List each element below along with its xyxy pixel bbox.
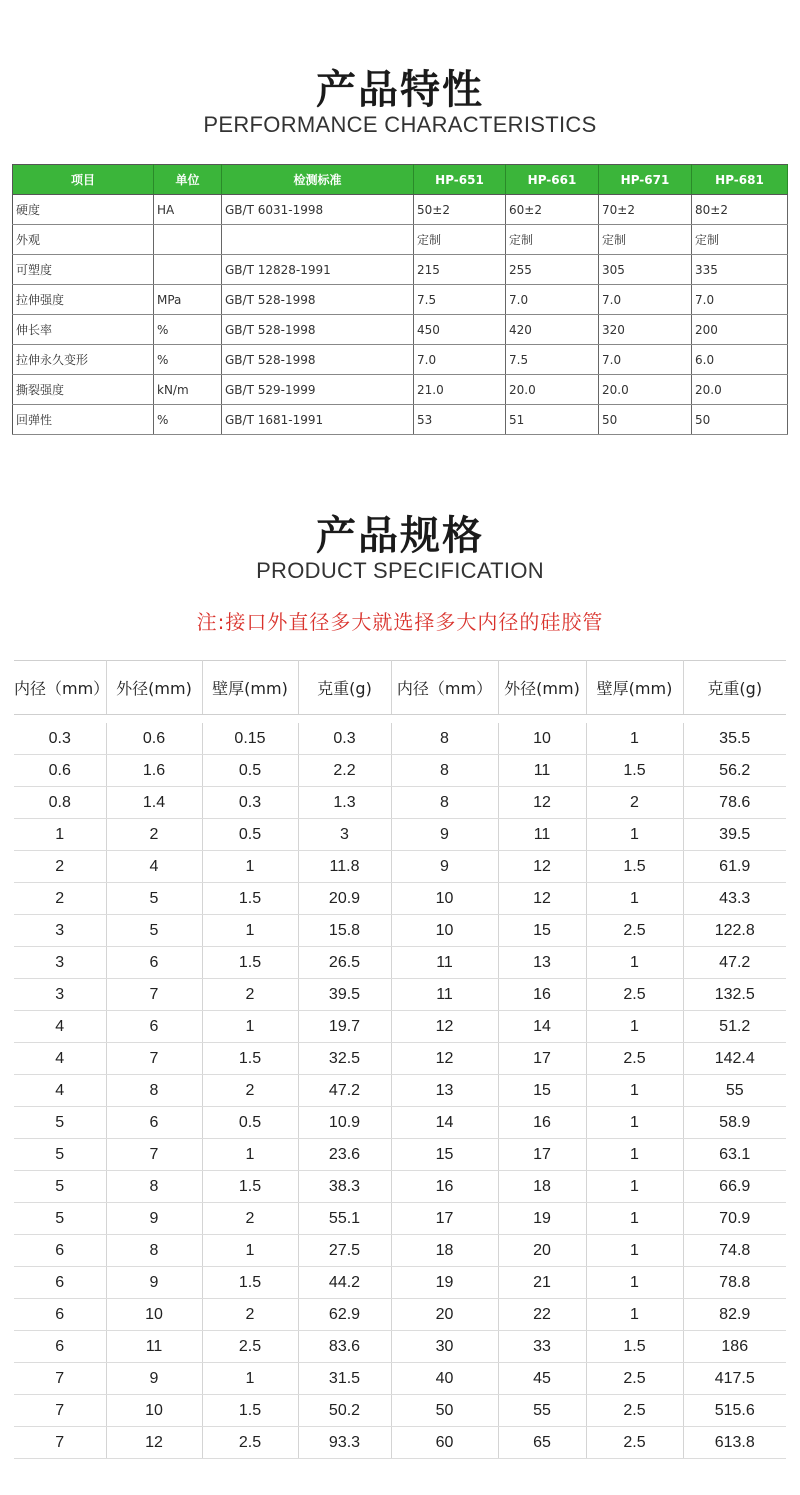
specification-cell: 55 (498, 1395, 586, 1427)
specification-cell: 60 (391, 1427, 498, 1459)
specification-cell: 11 (391, 947, 498, 979)
specification-cell: 2.2 (298, 755, 391, 787)
performance-cell: 7.0 (414, 345, 506, 375)
specification-cell: 2.5 (586, 1395, 683, 1427)
specification-cell: 21 (498, 1267, 586, 1299)
specification-cell: 15 (391, 1139, 498, 1171)
performance-header-cell: HP-651 (414, 165, 506, 195)
specification-cell: 63.1 (683, 1139, 786, 1171)
performance-cell: kN/m (154, 375, 222, 405)
specification-row (14, 915, 786, 947)
specification-cell: 0.5 (202, 755, 298, 787)
specification-cell: 16 (391, 1171, 498, 1203)
specification-cell: 6 (14, 1235, 106, 1267)
performance-cell: 80±2 (692, 195, 788, 225)
specification-cell: 39.5 (298, 979, 391, 1011)
specification-cell: 0.3 (298, 723, 391, 755)
performance-cell: 拉伸永久变形 (13, 345, 154, 375)
specification-cell: 12 (391, 1043, 498, 1075)
performance-cell: 伸长率 (13, 315, 154, 345)
performance-cell: 420 (506, 315, 599, 345)
specification-spacer-row (14, 715, 786, 724)
performance-cell: HA (154, 195, 222, 225)
specification-cell: 1 (14, 819, 106, 851)
specification-row (14, 755, 786, 787)
specification-cell: 47.2 (298, 1075, 391, 1107)
specification-header-cell: 壁厚(mm) (202, 661, 298, 715)
performance-cell: % (154, 345, 222, 375)
specification-cell: 58.9 (683, 1107, 786, 1139)
specification-cell: 0.15 (202, 723, 298, 755)
performance-cell: 60±2 (506, 195, 599, 225)
specification-cell: 2 (202, 1299, 298, 1331)
performance-cell: 7.0 (506, 285, 599, 315)
performance-cell: 20.0 (692, 375, 788, 405)
performance-row (13, 225, 788, 255)
performance-cell: 305 (599, 255, 692, 285)
specification-row (14, 1107, 786, 1139)
specification-cell: 61.9 (683, 851, 786, 883)
performance-cell: 215 (414, 255, 506, 285)
performance-row (13, 405, 788, 435)
specification-cell: 8 (106, 1235, 202, 1267)
performance-cell: 51 (506, 405, 599, 435)
specification-cell: 8 (391, 723, 498, 755)
performance-cell: 21.0 (414, 375, 506, 405)
specification-cell: 65 (498, 1427, 586, 1459)
specification-cell: 20.9 (298, 883, 391, 915)
specification-cell: 5 (106, 883, 202, 915)
specification-cell: 12 (498, 851, 586, 883)
specification-cell: 2.5 (586, 1427, 683, 1459)
specification-cell: 1.5 (202, 1043, 298, 1075)
specification-cell: 1 (202, 1235, 298, 1267)
performance-cell: 335 (692, 255, 788, 285)
specification-cell: 7 (106, 1043, 202, 1075)
specification-cell: 2 (586, 787, 683, 819)
specification-spacer-cell (14, 715, 786, 724)
specification-cell: 1 (586, 1235, 683, 1267)
performance-cell: 20.0 (599, 375, 692, 405)
specification-cell: 9 (391, 851, 498, 883)
performance-cell: 定制 (692, 225, 788, 255)
specification-header-cell: 克重(g) (683, 661, 786, 715)
performance-subtitle: PERFORMANCE CHARACTERISTICS (203, 112, 597, 137)
performance-cell: 可塑度 (13, 255, 154, 285)
specification-cell: 7 (14, 1427, 106, 1459)
specification-cell: 11 (498, 755, 586, 787)
specification-cell: 1.5 (586, 851, 683, 883)
performance-cell: 255 (506, 255, 599, 285)
specification-cell: 1.5 (586, 755, 683, 787)
specification-cell: 6 (14, 1267, 106, 1299)
performance-table (12, 164, 788, 435)
specification-cell: 186 (683, 1331, 786, 1363)
specification-cell: 5 (106, 915, 202, 947)
performance-cell: 200 (692, 315, 788, 345)
performance-cell: GB/T 6031-1998 (222, 195, 414, 225)
specification-header-cell: 内径（mm） (14, 661, 106, 715)
specification-cell: 1.5 (202, 1395, 298, 1427)
specification-cell: 50 (391, 1395, 498, 1427)
specification-cell: 32.5 (298, 1043, 391, 1075)
specification-header-cell: 外径(mm) (106, 661, 202, 715)
specification-cell: 30 (391, 1331, 498, 1363)
performance-cell: 20.0 (506, 375, 599, 405)
specification-cell: 93.3 (298, 1427, 391, 1459)
specification-row (14, 1331, 786, 1363)
specification-cell: 1.5 (586, 1331, 683, 1363)
specification-row (14, 1043, 786, 1075)
performance-header-row (13, 165, 788, 195)
specification-cell: 0.6 (106, 723, 202, 755)
specification-cell: 18 (391, 1235, 498, 1267)
specification-cell: 3 (14, 947, 106, 979)
specification-cell: 47.2 (683, 947, 786, 979)
specification-cell: 20 (498, 1235, 586, 1267)
specification-cell: 22 (498, 1299, 586, 1331)
specification-cell: 35.5 (683, 723, 786, 755)
specification-cell: 74.8 (683, 1235, 786, 1267)
specification-cell: 2.5 (586, 979, 683, 1011)
specification-cell: 56.2 (683, 755, 786, 787)
performance-cell: 50 (692, 405, 788, 435)
performance-cell: 回弹性 (13, 405, 154, 435)
specification-cell: 2 (202, 1075, 298, 1107)
specification-cell: 4 (106, 851, 202, 883)
specification-cell: 6 (106, 1107, 202, 1139)
specification-cell: 31.5 (298, 1363, 391, 1395)
specification-cell: 0.3 (202, 787, 298, 819)
specification-table (14, 660, 786, 1459)
performance-cell: GB/T 528-1998 (222, 315, 414, 345)
specification-cell: 10.9 (298, 1107, 391, 1139)
performance-cell: MPa (154, 285, 222, 315)
specification-cell: 40 (391, 1363, 498, 1395)
specification-cell: 1.5 (202, 883, 298, 915)
specification-cell: 8 (391, 755, 498, 787)
specification-header-cell: 外径(mm) (498, 661, 586, 715)
specification-cell: 4 (14, 1075, 106, 1107)
specification-cell: 44.2 (298, 1267, 391, 1299)
performance-cell: 320 (599, 315, 692, 345)
specification-cell: 26.5 (298, 947, 391, 979)
specification-cell: 6 (106, 947, 202, 979)
specification-cell: 2.5 (586, 1363, 683, 1395)
specification-cell: 2.5 (586, 1043, 683, 1075)
specification-cell: 1 (586, 1203, 683, 1235)
specification-cell: 38.3 (298, 1171, 391, 1203)
performance-cell: 定制 (599, 225, 692, 255)
specification-cell: 2.5 (586, 915, 683, 947)
specification-cell: 7 (106, 1139, 202, 1171)
specification-row (14, 979, 786, 1011)
specification-row (14, 723, 786, 755)
specification-row (14, 1267, 786, 1299)
specification-cell: 1.6 (106, 755, 202, 787)
specification-cell: 82.9 (683, 1299, 786, 1331)
specification-cell: 1 (586, 723, 683, 755)
specification-cell: 5 (14, 1203, 106, 1235)
specification-cell: 2 (202, 979, 298, 1011)
specification-cell: 17 (498, 1139, 586, 1171)
specification-cell: 1 (202, 1363, 298, 1395)
specification-cell: 3 (14, 915, 106, 947)
specification-cell: 0.5 (202, 819, 298, 851)
performance-cell: 7.0 (599, 285, 692, 315)
performance-cell: 7.5 (414, 285, 506, 315)
specification-cell: 9 (391, 819, 498, 851)
specification-cell: 2 (14, 851, 106, 883)
performance-cell (222, 225, 414, 255)
specification-cell: 19.7 (298, 1011, 391, 1043)
performance-header-cell: 项目 (13, 165, 154, 195)
specification-header-cell: 壁厚(mm) (586, 661, 683, 715)
performance-cell: 53 (414, 405, 506, 435)
specification-cell: 0.6 (14, 755, 106, 787)
performance-title: 产品特性 (316, 67, 484, 113)
specification-cell: 11 (498, 819, 586, 851)
specification-cell: 1.3 (298, 787, 391, 819)
performance-cell: 50 (599, 405, 692, 435)
specification-cell: 5 (14, 1139, 106, 1171)
specification-title: 产品规格 (316, 513, 484, 559)
performance-cell: % (154, 405, 222, 435)
specification-cell: 13 (391, 1075, 498, 1107)
performance-cell: 外观 (13, 225, 154, 255)
specification-cell: 18 (498, 1171, 586, 1203)
specification-row (14, 1427, 786, 1459)
specification-cell: 1 (586, 1171, 683, 1203)
specification-cell: 1.5 (202, 947, 298, 979)
specification-cell: 2 (202, 1203, 298, 1235)
specification-cell: 14 (391, 1107, 498, 1139)
specification-cell: 2 (14, 883, 106, 915)
specification-cell: 0.8 (14, 787, 106, 819)
specification-row (14, 1075, 786, 1107)
specification-cell: 62.9 (298, 1299, 391, 1331)
specification-cell: 10 (391, 883, 498, 915)
performance-cell: GB/T 1681-1991 (222, 405, 414, 435)
specification-cell: 4 (14, 1043, 106, 1075)
specification-cell: 2.5 (202, 1427, 298, 1459)
performance-cell: GB/T 529-1999 (222, 375, 414, 405)
specification-cell: 1 (586, 1011, 683, 1043)
performance-row (13, 255, 788, 285)
specification-cell: 15 (498, 915, 586, 947)
specification-cell: 12 (106, 1427, 202, 1459)
specification-cell: 1 (586, 1139, 683, 1171)
specification-cell: 66.9 (683, 1171, 786, 1203)
specification-cell: 142.4 (683, 1043, 786, 1075)
specification-header-cell: 克重(g) (298, 661, 391, 715)
specification-cell: 33 (498, 1331, 586, 1363)
specification-cell: 417.5 (683, 1363, 786, 1395)
performance-cell: GB/T 528-1998 (222, 345, 414, 375)
specification-cell: 15.8 (298, 915, 391, 947)
specification-cell: 23.6 (298, 1139, 391, 1171)
specification-cell: 11 (391, 979, 498, 1011)
specification-cell: 1 (586, 1299, 683, 1331)
specification-cell: 4 (14, 1011, 106, 1043)
specification-row (14, 1011, 786, 1043)
performance-row (13, 375, 788, 405)
performance-cell: 6.0 (692, 345, 788, 375)
performance-header-cell: 检测标准 (222, 165, 414, 195)
specification-cell: 12 (498, 787, 586, 819)
specification-cell: 9 (106, 1363, 202, 1395)
specification-cell: 2.5 (202, 1331, 298, 1363)
specification-cell: 12 (498, 883, 586, 915)
specification-cell: 5 (14, 1107, 106, 1139)
specification-cell: 122.8 (683, 915, 786, 947)
specification-cell: 7 (14, 1395, 106, 1427)
specification-cell: 1 (586, 1075, 683, 1107)
performance-cell: 定制 (414, 225, 506, 255)
specification-row (14, 787, 786, 819)
specification-cell: 8 (106, 1075, 202, 1107)
specification-cell: 3 (14, 979, 106, 1011)
specification-cell: 19 (498, 1203, 586, 1235)
performance-cell (154, 255, 222, 285)
specification-cell: 20 (391, 1299, 498, 1331)
specification-row (14, 1171, 786, 1203)
performance-cell: 7.0 (599, 345, 692, 375)
specification-cell: 132.5 (683, 979, 786, 1011)
specification-cell: 55 (683, 1075, 786, 1107)
performance-row (13, 285, 788, 315)
specification-cell: 0.3 (14, 723, 106, 755)
specification-cell: 78.6 (683, 787, 786, 819)
specification-cell: 16 (498, 979, 586, 1011)
specification-cell: 1 (202, 1139, 298, 1171)
specification-row (14, 1139, 786, 1171)
specification-cell: 15 (498, 1075, 586, 1107)
performance-cell: 7.5 (506, 345, 599, 375)
specification-cell: 11 (106, 1331, 202, 1363)
performance-row (13, 195, 788, 225)
specification-cell: 1 (586, 883, 683, 915)
specification-cell: 78.8 (683, 1267, 786, 1299)
specification-row (14, 1395, 786, 1427)
specification-cell: 1 (202, 851, 298, 883)
performance-cell: 70±2 (599, 195, 692, 225)
specification-cell: 51.2 (683, 1011, 786, 1043)
performance-cell: 拉伸强度 (13, 285, 154, 315)
specification-row (14, 1299, 786, 1331)
specification-row (14, 1235, 786, 1267)
specification-header-row (14, 661, 786, 715)
specification-cell: 7 (106, 979, 202, 1011)
specification-cell: 19 (391, 1267, 498, 1299)
specification-cell: 7 (14, 1363, 106, 1395)
specification-cell: 16 (498, 1107, 586, 1139)
specification-header-cell: 内径（mm） (391, 661, 498, 715)
specification-cell: 1 (586, 947, 683, 979)
performance-cell: 定制 (506, 225, 599, 255)
specification-cell: 0.5 (202, 1107, 298, 1139)
specification-cell: 70.9 (683, 1203, 786, 1235)
specification-cell: 9 (106, 1267, 202, 1299)
specification-cell: 6 (14, 1331, 106, 1363)
performance-cell: 50±2 (414, 195, 506, 225)
specification-cell: 1.5 (202, 1171, 298, 1203)
specification-row (14, 1203, 786, 1235)
specification-cell: 14 (498, 1011, 586, 1043)
specification-row (14, 1363, 786, 1395)
performance-header-cell: HP-681 (692, 165, 788, 195)
performance-cell: GB/T 12828-1991 (222, 255, 414, 285)
specification-cell: 8 (106, 1171, 202, 1203)
specification-cell: 10 (106, 1299, 202, 1331)
specification-cell: 13 (498, 947, 586, 979)
specification-cell: 2 (106, 819, 202, 851)
performance-header-cell: HP-671 (599, 165, 692, 195)
performance-row (13, 315, 788, 345)
specification-cell: 1.4 (106, 787, 202, 819)
specification-cell: 43.3 (683, 883, 786, 915)
specification-cell: 17 (498, 1043, 586, 1075)
specification-cell: 5 (14, 1171, 106, 1203)
performance-cell: 硬度 (13, 195, 154, 225)
specification-cell: 39.5 (683, 819, 786, 851)
performance-cell: 450 (414, 315, 506, 345)
specification-cell: 6 (106, 1011, 202, 1043)
specification-cell: 8 (391, 787, 498, 819)
performance-cell: % (154, 315, 222, 345)
specification-row (14, 883, 786, 915)
performance-row (13, 345, 788, 375)
specification-row (14, 851, 786, 883)
specification-cell: 10 (391, 915, 498, 947)
specification-cell: 613.8 (683, 1427, 786, 1459)
specification-cell: 6 (14, 1299, 106, 1331)
performance-cell (154, 225, 222, 255)
specification-row (14, 947, 786, 979)
performance-header-cell: HP-661 (506, 165, 599, 195)
specification-cell: 17 (391, 1203, 498, 1235)
specification-cell: 1.5 (202, 1267, 298, 1299)
specification-cell: 515.6 (683, 1395, 786, 1427)
specification-cell: 1 (586, 819, 683, 851)
specification-cell: 3 (298, 819, 391, 851)
specification-cell: 12 (391, 1011, 498, 1043)
specification-cell: 83.6 (298, 1331, 391, 1363)
performance-header-cell: 单位 (154, 165, 222, 195)
specification-cell: 1 (202, 1011, 298, 1043)
specification-cell: 10 (106, 1395, 202, 1427)
specification-cell: 27.5 (298, 1235, 391, 1267)
specification-cell: 10 (498, 723, 586, 755)
specification-cell: 55.1 (298, 1203, 391, 1235)
specification-cell: 1 (586, 1267, 683, 1299)
specification-cell: 1 (202, 915, 298, 947)
performance-cell: 7.0 (692, 285, 788, 315)
specification-cell: 1 (586, 1107, 683, 1139)
specification-subtitle: PRODUCT SPECIFICATION (256, 558, 544, 583)
specification-row (14, 819, 786, 851)
performance-cell: 撕裂强度 (13, 375, 154, 405)
specification-note: 注:接口外直径多大就选择多大内径的硅胶管 (196, 610, 604, 634)
performance-cell: GB/T 528-1998 (222, 285, 414, 315)
specification-cell: 50.2 (298, 1395, 391, 1427)
specification-cell: 45 (498, 1363, 586, 1395)
specification-cell: 11.8 (298, 851, 391, 883)
specification-cell: 9 (106, 1203, 202, 1235)
